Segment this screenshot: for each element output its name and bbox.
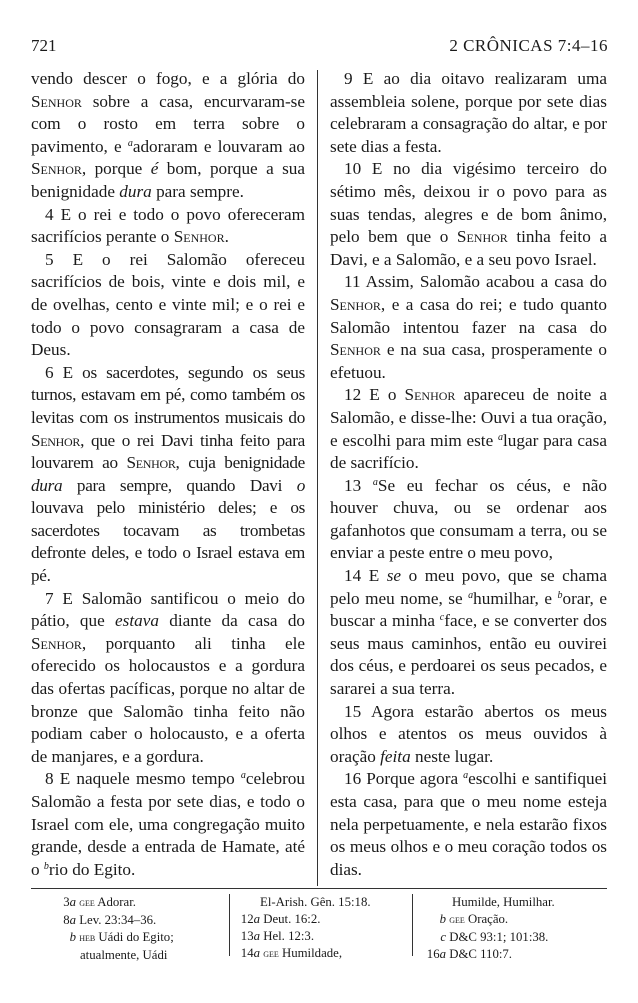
- verse-8: 8 E naquele mesmo tempo $^a$celebrou Salomão a festa por sete dias, e todo o Israel com ele, uma congregação muito grande, desde a entrada de Hamate, até o $^b$rio do Egito.: [31, 769, 305, 879]
- verse-16: 16 Porque agora $^a$escolhi e santifiquei esta casa, para que o meu nome esteja nela perpetuamente, e nela estarão fixos os meus olhos e o meu coração todos os dias.: [330, 769, 607, 879]
- verse-10: 10 E no dia vigésimo terceiro do sétimo mês, deixou ir o povo para as suas tendas, alegres e de bom ânimo, pelo bem que o Senhor tinha feito a Davi, e a Salomão, e a seu povo Israel.: [330, 159, 608, 269]
- footnotes-column-1: [60, 894, 228, 964]
- footnote-item[interactable]: 8a Lev. 23:34–36.: [63, 913, 157, 927]
- footnote-item[interactable]: 14a gee Humildade,: [240, 946, 343, 960]
- running-head: 2 CRÔNICAS 7:4–16: [449, 36, 608, 55]
- page-number: 721: [31, 36, 57, 55]
- footnote-marker[interactable]: a: [372, 476, 378, 488]
- footnote-item: Humilde, Humilhar.: [452, 895, 555, 909]
- verse-9: 9 E ao dia oitavo realizaram uma assembleia solene, porque por sete dias celebraram a consagração do altar, e por sete dias a festa.: [330, 69, 607, 156]
- footnote-marker[interactable]: a: [468, 589, 474, 601]
- column-divider: [317, 70, 318, 886]
- footnotes-column-2: [238, 894, 408, 963]
- verse-14: 14 E se o meu povo, que se chama pelo meu nome, se $^a$humilhar, e $^b$orar, e buscar a minha $^c$face, e se converter dos seus maus caminhos, então eu ouvirei dos céus, e perdoarei os seus pecados, e sararei a sua terra.: [330, 566, 608, 699]
- footnote-item[interactable]: 13a Hel. 12:3.: [240, 929, 315, 943]
- left-column: [31, 68, 305, 881]
- footnote-item[interactable]: 16a D&C 110:7.: [426, 947, 513, 961]
- footnote-item: El-Arish. Gên. 15:18.: [260, 895, 371, 909]
- verse-13: 13 $^a$Se eu fechar os céus, e não houver chuva, ou se ordenar aos gafanhotos que consumam a terra, ou se enviar a peste entre o meu povo,: [330, 475, 607, 563]
- footnote-item[interactable]: c D&C 93:1; 101:38.: [440, 930, 549, 944]
- footnote-item[interactable]: b heb Uádi do Egito;: [69, 930, 174, 944]
- verse-5: 5 E o rei Salomão ofereceu sacrifícios de bois, vinte e dois mil, e de ovelhas, cento e vinte mil; e o rei e todo o povo consagraram a casa de Deus.: [31, 249, 305, 360]
- footnote-marker[interactable]: b: [43, 860, 49, 872]
- verse-12: 12 E o Senhor apareceu de noite a Salomão, e disse-lhe: Ouvi a tua oração, e escolhi para mim este $^a$lugar para casa de sacrifício.: [330, 385, 607, 473]
- right-column: [330, 68, 607, 881]
- verse-6: 6 E os sacerdotes, segundo os seus turnos, estavam em pé, como também os levitas com os instrumentos musicais do Senhor, que o rei Davi tinha feito para louvarem ao Senhor, cuja benignidade dura para sempre, quando Davi o louvava pelo ministério deles; e os sacerdotes tocavam as trombetas defronte deles, e todo o Israel estava em pé.: [31, 362, 305, 586]
- verse-4: 4 E o rei e todo o povo ofereceram sacrifícios perante o Senhor.: [31, 204, 305, 247]
- footnote-marker[interactable]: a: [497, 431, 503, 443]
- footnote-item: atualmente, Uádi: [80, 948, 168, 962]
- verse-3-continuation: vendo descer o fogo, e a glória do Senhor sobre a casa, encurvaram-se com o rosto em terra sobre o pavimento, e $^a$adoraram e louvaram ao Senhor, porque é bom, porque a sua benignidade dura para sempre.: [31, 69, 305, 201]
- footnote-marker[interactable]: a: [463, 770, 469, 782]
- footnote-marker[interactable]: a: [240, 770, 246, 782]
- footnote-marker[interactable]: c: [439, 612, 445, 624]
- footnote-item[interactable]: b gee Oração.: [439, 912, 509, 926]
- footnote-divider: [229, 894, 230, 956]
- verse-7: 7 E Salomão santificou o meio do pátio, que estava diante da casa do Senhor, porquanto ali tinha ele oferecido os holocaustos e a gordura das ofertas pacíficas, porque no altar de bronze que Salomão tinha feito não podiam caber o holocausto, e a oferta de manjares, e a gordura.: [31, 588, 306, 766]
- footnote-marker[interactable]: b: [557, 589, 563, 601]
- verse-11: 11 Assim, Salomão acabou a casa do Senhor, e a casa do rei; e tudo quanto Salomão intentou fazer na casa do Senhor e na sua casa, prosperamente o efetuou.: [330, 272, 607, 382]
- footnote-rule: [31, 888, 607, 889]
- footnote-marker[interactable]: a: [127, 137, 133, 149]
- verse-15: 15 Agora estarão abertos os meus olhos e atentos os meus ouvidos à oração feita neste lugar.: [330, 701, 607, 766]
- footnote-divider: [412, 894, 413, 956]
- footnote-item[interactable]: 3a gee Adorar.: [63, 895, 136, 909]
- footnotes-column-3: [424, 894, 607, 963]
- footnote-item[interactable]: 12a Deut. 16:2.: [240, 912, 321, 926]
